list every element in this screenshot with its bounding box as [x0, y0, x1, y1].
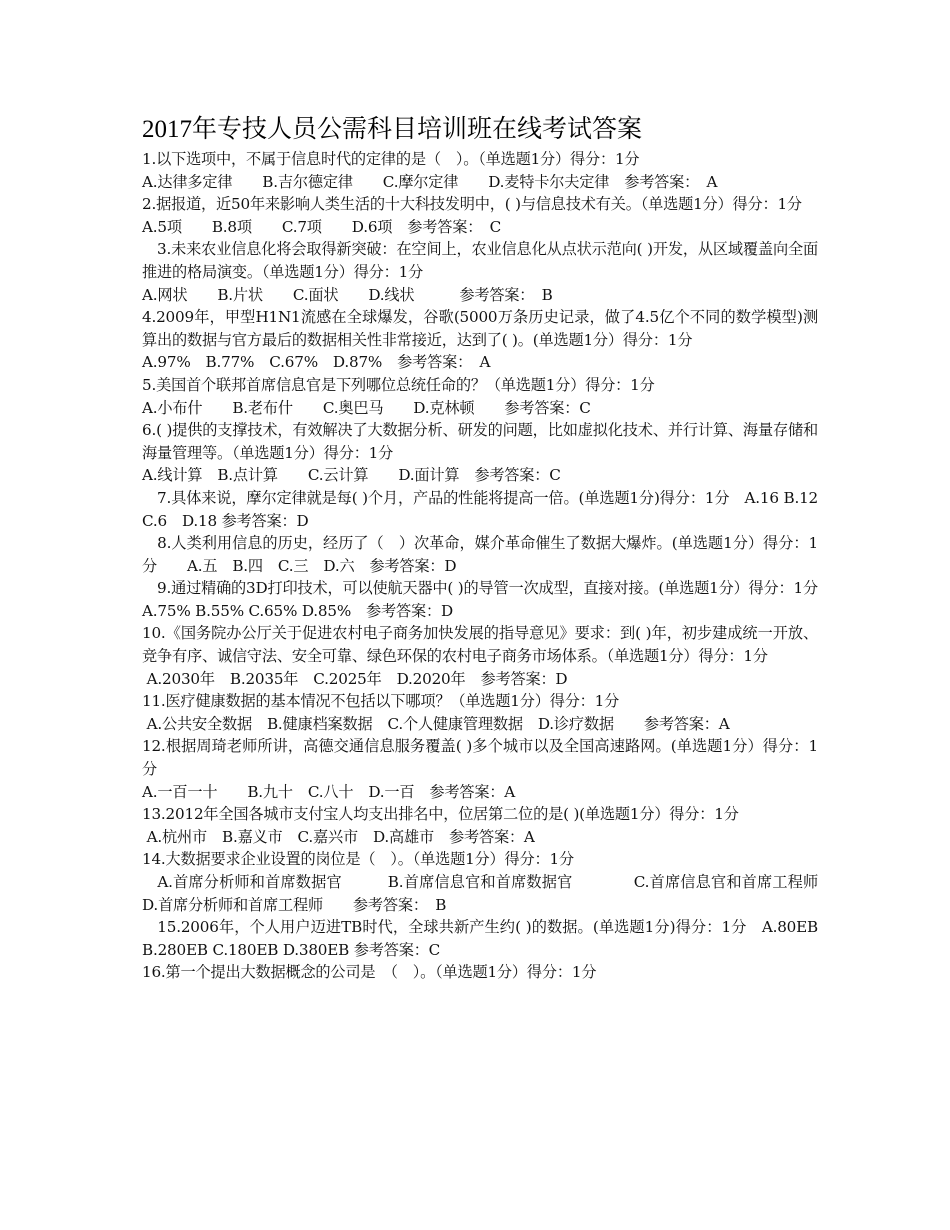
question-line: 13.2012年全国各城市支付宝人均支出排名中，位居第二位的是( )(单选题1分）得分：1分: [142, 805, 739, 824]
question-line: 10.《国务院办公厅关于促进农村电子商务加快发展的指导意见》要求：到( )年，初步建成统一开放、竞争有序、诚信守法、安全可靠、绿色环保的农村电子商务市场体系。（单选题1分）得分：1分: [142, 624, 818, 666]
answer-line: A.达律多定律 B.吉尔德定律 C.摩尔定律 D.麦特卡尔夫定律 参考答案： A: [142, 172, 718, 191]
question-line: 6.( )提供的支撑技术，有效解决了大数据分析、研发的问题，比如虚拟化技术、并行计算、海量存储和海量管理等。（单选题1分）得分：1分: [142, 421, 818, 462]
answer-line: A.一百一十 B.九十 C.八十 D.一百 参考答案：A: [142, 782, 516, 801]
answer-line: A.5项 B.8项 C.7项 D.6项 参考答案： C: [142, 217, 502, 236]
document-page: [142, 112, 878, 984]
question-line: 5.美国首个联邦首席信息官是下列哪位总统任命的？（单选题1分）得分：1分: [142, 375, 655, 394]
answer-line: A.小布什 B.老布什 C.奥巴马 D.克林顿 参考答案：C: [142, 398, 591, 417]
answer-line: A.97% B.77% C.67% D.87% 参考答案： A: [142, 353, 491, 372]
question-line: 7.具体来说，摩尔定律就是每( )个月，产品的性能将提高一倍。(单选题1分)得分：1分 A.16 B.12 C.6 D.18 参考答案：D: [142, 488, 823, 530]
question-line: 2.据报道，近50年来影响人类生活的十大科技发明中，( )与信息技术有关。（单选题1分）得分：1分: [142, 195, 802, 214]
answer-line: A.线计算 B.点计算 C.云计算 D.面计算 参考答案：C: [142, 466, 561, 485]
question-line: 11.医疗健康数据的基本情况不包括以下哪项？（单选题1分）得分：1分: [142, 692, 620, 711]
question-line: 1.以下选项中，不属于信息时代的定律的是（ ）。（单选题1分）得分：1分: [142, 150, 640, 168]
answer-line: A.公共安全数据 B.健康档案数据 C.个人健康管理数据 D.诊疗数据 参考答案：A: [142, 714, 730, 733]
question-line: 12.根据周琦老师所讲，高德交通信息服务覆盖( )多个城市以及全国高速路网。(单选题1分）得分：1分: [142, 737, 818, 779]
question-line: 9.通过精确的3D打印技术，可以使航天器中( )的导管一次成型，直接对接。(单选题1分）得分：1分 A.75% B.55% C.65% D.85% 参考答案：D: [142, 579, 833, 620]
question-line: 16.第一个提出大数据概念的公司是 （ ）。（单选题1分）得分：1分: [142, 963, 597, 982]
answer-line: A.首席分析师和首席数据官 B.首席信息官和首席数据官 C.首席信息官和首席工程师 D.首席分析师和首席工程师 参考答案： B: [142, 873, 878, 914]
question-list: [142, 148, 878, 984]
question-line: 14.大数据要求企业设置的岗位是（ ）。（单选题1分）得分：1分: [142, 850, 574, 869]
document-title: 2017年专技人员公需科目培训班在线考试答案: [142, 116, 643, 143]
question-line: 4.2009年，甲型H1N1流感在全球爆发，谷歌(5000万条历史记录，做了4.5亿个不同的数学模型)测算出的数据与官方最后的数据相关性非常接近，达到了( )。(单选题1分）得分：1分: [142, 308, 818, 349]
question-line: 15.2006年，个人用户迈进TB时代，全球共新产生约( )的数据。(单选题1分)得分：1分 A.80EB B.280EB C.180EB D.380EB 参考答案：C: [142, 918, 823, 959]
answer-line: A.网状 B.片状 C.面状 D.线状 参考答案： B: [142, 285, 553, 304]
answer-line: A.杭州市 B.嘉义市 C.嘉兴市 D.高雄市 参考答案：A: [142, 827, 535, 846]
question-line: 8.人类利用信息的历史，经历了（ ）次革命，媒介革命催生了数据大爆炸。(单选题1分）得分：1分 A.五 B.四 C.三 D.六 参考答案：D: [142, 534, 818, 575]
answer-line: A.2030年 B.2035年 C.2025年 D.2020年 参考答案：D: [142, 669, 568, 688]
question-line: 3.未来农业信息化将会取得新突破：在空间上，农业信息化从点状示范向( )开发，从区域覆盖向全面推进的格局演变。（单选题1分）得分：1分: [142, 240, 818, 281]
